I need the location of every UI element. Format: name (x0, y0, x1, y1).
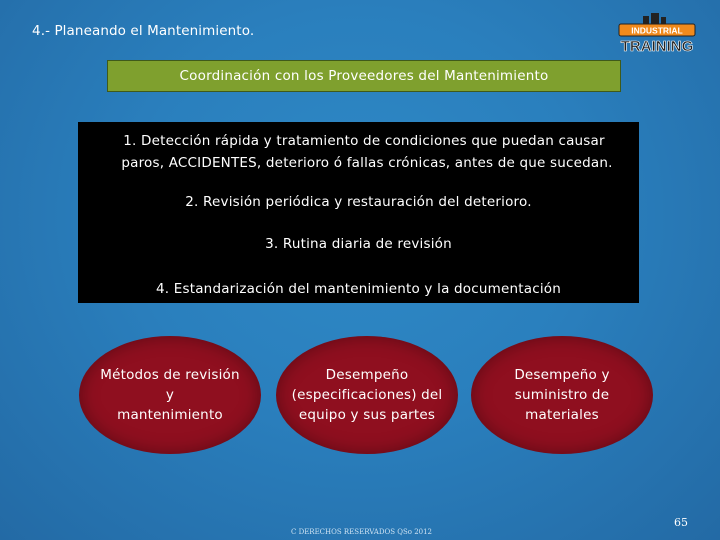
ellipse-text: mantenimiento (117, 407, 223, 423)
svg-text:INDUSTRIAL: INDUSTRIAL (631, 25, 683, 36)
ellipse-materials-supply (471, 336, 653, 454)
list-item: 3. Rutina diaria de revisión (265, 236, 452, 252)
svg-text:TRAINING: TRAINING (620, 38, 694, 55)
maintenance-list-box (78, 122, 639, 303)
coordination-box: Coordinación con los Proveedores del Mantenimiento (107, 60, 621, 92)
ellipse-text: materiales (525, 407, 599, 423)
list-item (99, 130, 629, 174)
list-item-line: paros, ACCIDENTES, deterioro ó fallas crónicas, antes de que sucedan. (121, 155, 613, 171)
ellipse-equipment-performance (276, 336, 458, 454)
ellipse-text: Desempeño (325, 367, 409, 383)
list-item: 2. Revisión periódica y restauración del deterioro. (185, 194, 532, 210)
slide-title: 4.- Planeando el Mantenimiento. (32, 23, 255, 39)
ellipse-text: y (165, 387, 175, 403)
list-item-line: 1. Detección rápida y tratamiento de condiciones que puedan causar (123, 133, 605, 149)
industrial-training-logo (617, 13, 697, 55)
page-number: 65 (674, 516, 688, 529)
ellipse-review-methods (79, 336, 261, 454)
ellipse-text: equipo y sus partes (298, 407, 436, 423)
ellipse-text: (especificaciones) del (291, 387, 443, 403)
list-item: 4. Estandarización del mantenimiento y la documentación (155, 281, 562, 297)
copyright-footer: C DERECHOS RESERVADOS QSo 2012 (291, 528, 433, 536)
ellipse-text: Métodos de revisión (100, 367, 240, 383)
ellipse-text: Desempeño y (514, 367, 610, 383)
ellipse-text: suministro de (514, 387, 610, 403)
